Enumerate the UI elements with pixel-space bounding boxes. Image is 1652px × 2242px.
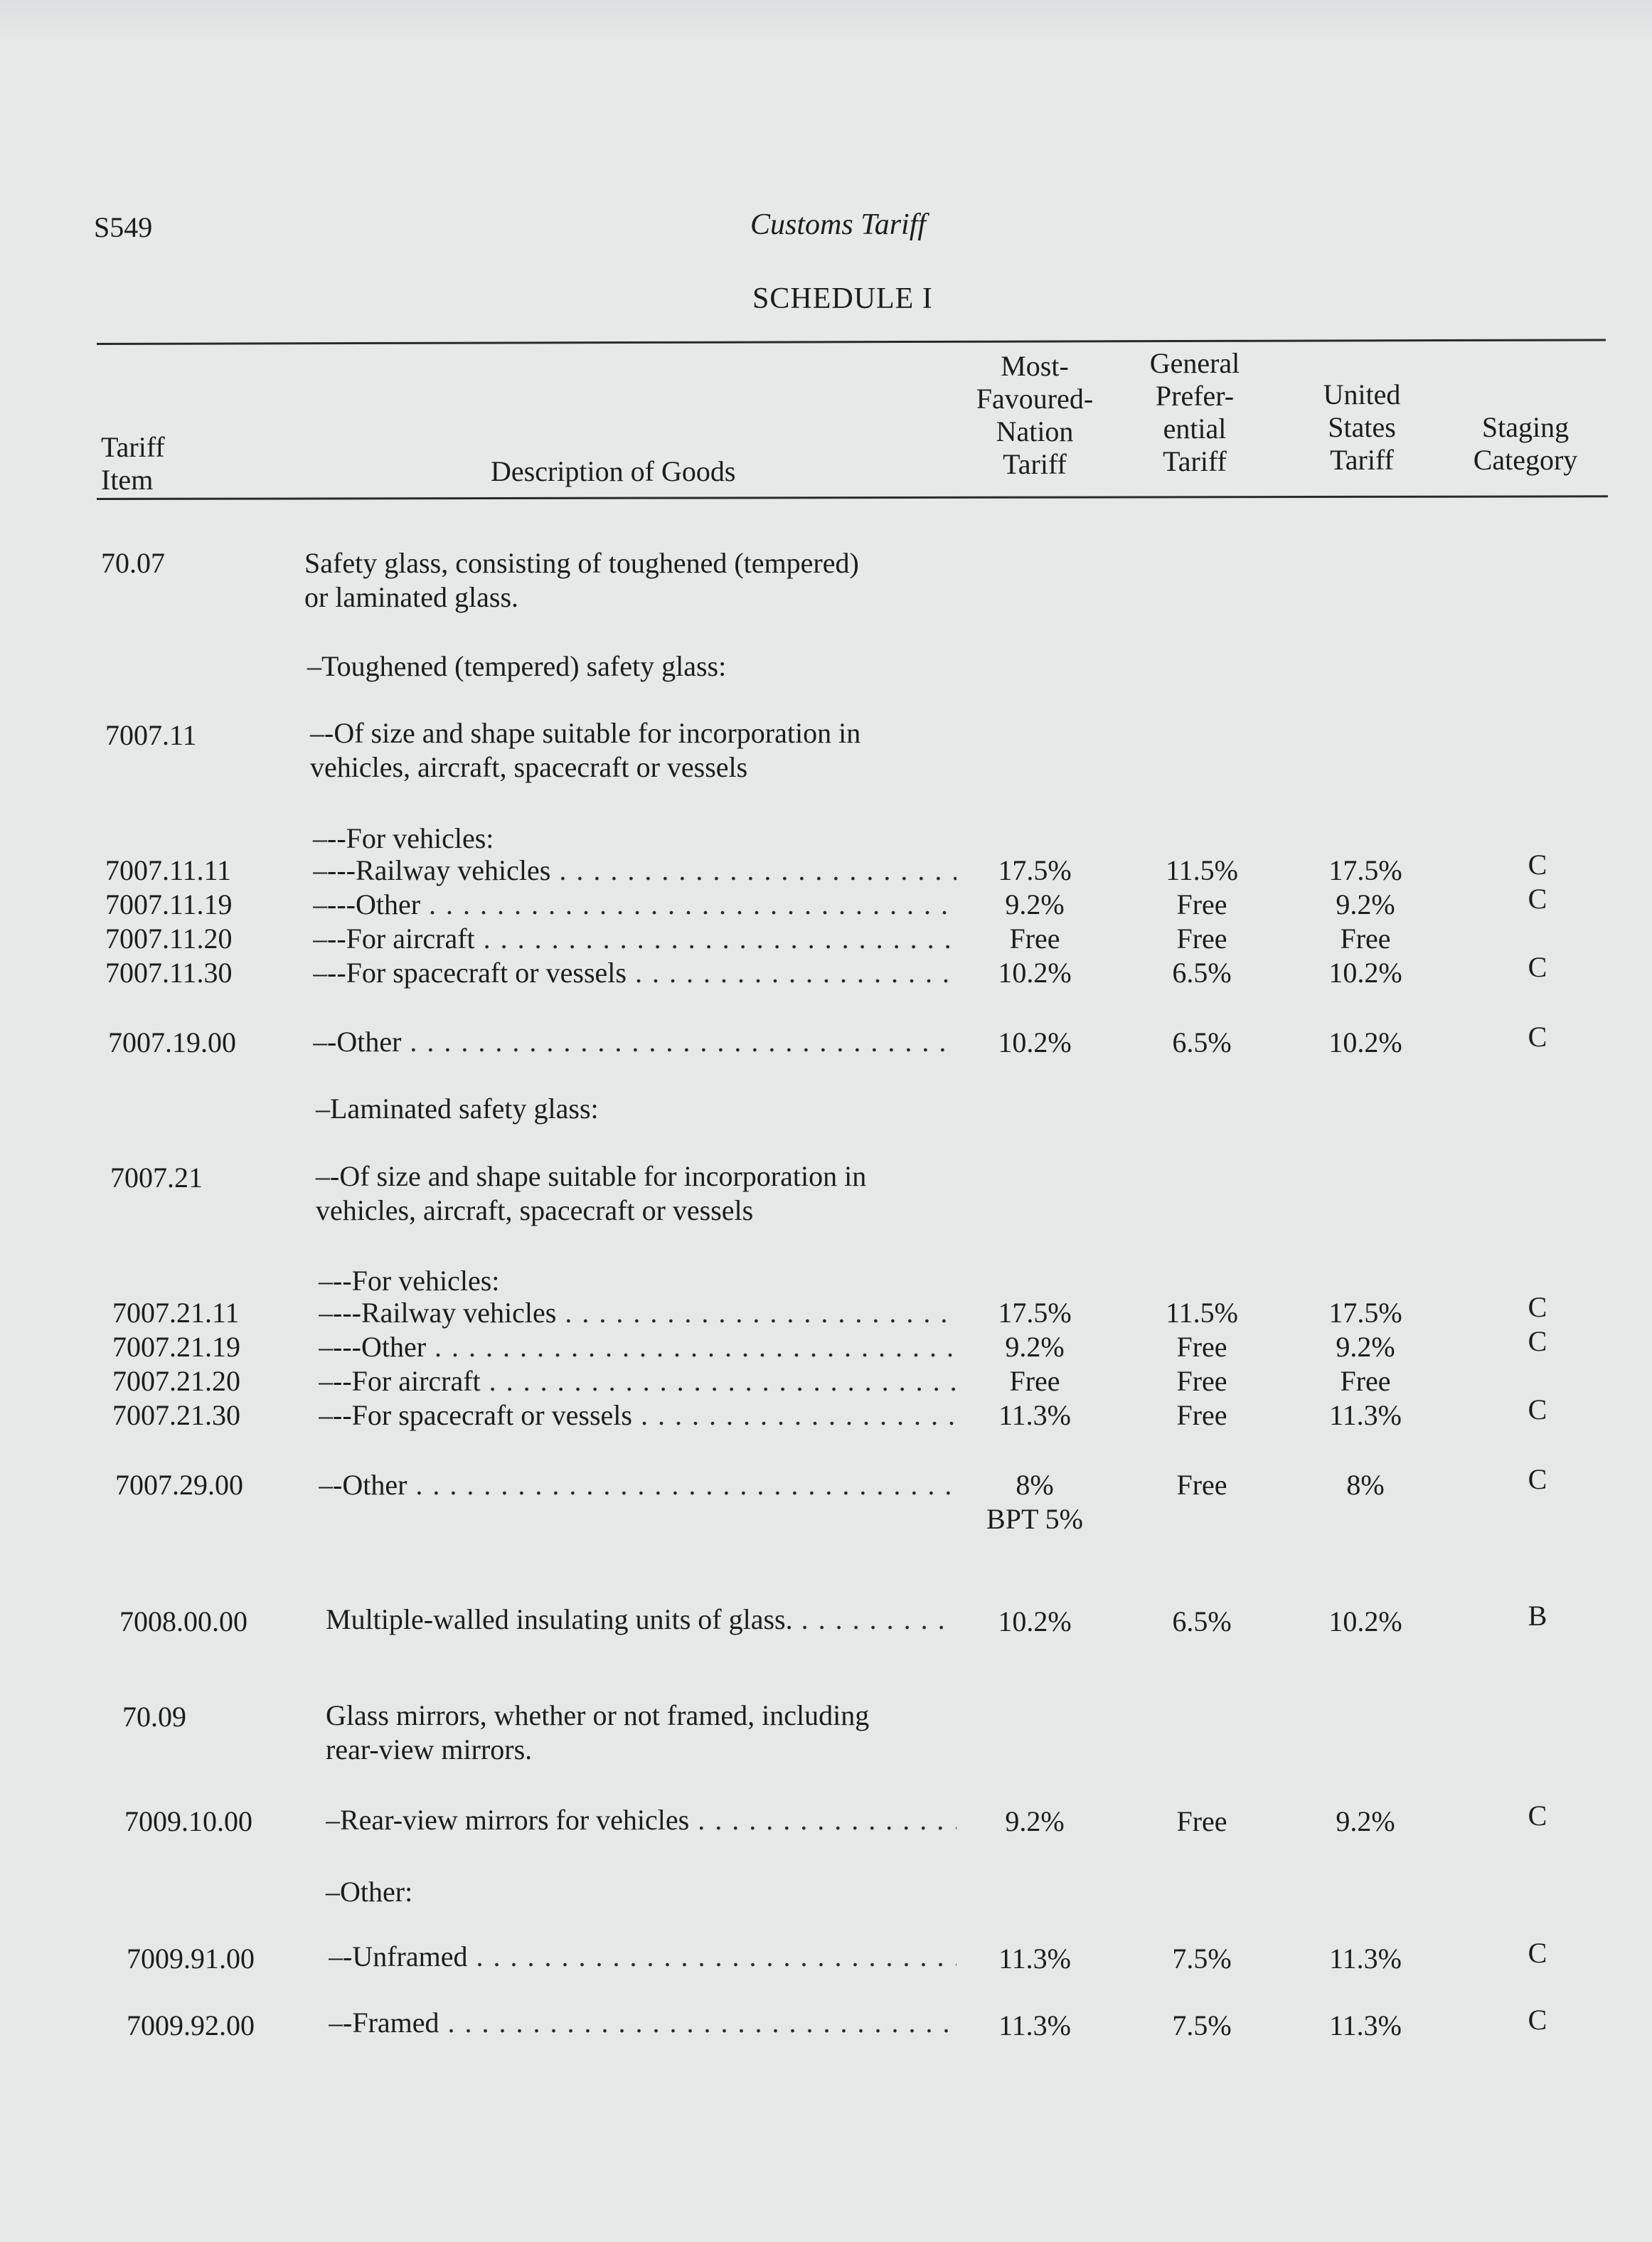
goods-description: –-Other . . . <box>319 1468 956 1502</box>
tariff-item-code: 7007.11.19 <box>105 888 233 920</box>
goods-description: –-Of size and shape suitable for incorporation in vehicles, aircraft, spacecraft or vessels <box>316 1160 867 1226</box>
us-tariff-rate: 11.3% <box>1329 2009 1402 2041</box>
mfn-tariff-rate: Free <box>1009 923 1060 955</box>
staging-category: C <box>1528 1800 1547 1832</box>
staging-category: C <box>1528 883 1547 915</box>
mfn-tariff-rate: 11.3% <box>998 1399 1071 1431</box>
goods-description: –---Railway vehicles . . . <box>319 1296 956 1330</box>
goods-description: Glass mirrors, whether or not framed, including rear-view mirrors. <box>326 1699 870 1765</box>
gpt-tariff-rate: 6.5% <box>1172 1026 1232 1058</box>
us-tariff-rate: Free <box>1340 1365 1391 1397</box>
us-tariff-rate: 10.2% <box>1328 1605 1402 1637</box>
us-tariff-rate: 11.3% <box>1329 1943 1402 1975</box>
header-tariff-item: Tariff Item <box>101 431 165 496</box>
mfn-tariff-rate: Free <box>1009 1365 1060 1397</box>
tariff-item-code: 7007.21.11 <box>112 1297 240 1329</box>
tariff-item-code: 7007.21 <box>110 1162 203 1194</box>
goods-description: –--For aircraft . . . <box>313 922 956 956</box>
us-tariff-rate: 10.2% <box>1328 957 1402 989</box>
tariff-item-code: 7007.11.11 <box>105 854 232 886</box>
goods-description: –--For aircraft . . . <box>319 1364 956 1398</box>
mfn-tariff-rate: 17.5% <box>998 1297 1072 1329</box>
staging-category: C <box>1528 1291 1547 1323</box>
goods-description: Safety glass, consisting of toughened (tempered) or laminated glass. <box>304 547 859 613</box>
goods-description: –Laminated safety glass: <box>316 1093 599 1125</box>
gpt-tariff-rate: 7.5% <box>1172 2009 1232 2041</box>
us-tariff-rate: 9.2% <box>1336 888 1395 920</box>
staging-category: C <box>1528 1463 1547 1495</box>
tariff-item-code: 7007.21.20 <box>112 1365 240 1397</box>
schedule-title: SCHEDULE I <box>752 282 933 315</box>
tariff-item-code: 7009.91.00 <box>127 1943 255 1975</box>
tariff-item-code: 70.09 <box>122 1701 186 1733</box>
goods-description: –-Unframed . . . <box>329 1940 956 1974</box>
us-tariff-rate: 17.5% <box>1328 854 1402 886</box>
goods-description: –Other: <box>326 1876 413 1908</box>
goods-description: –--For vehicles: <box>319 1265 500 1297</box>
tariff-item-code: 7007.11 <box>105 719 197 751</box>
header-us-tariff: United States Tariff <box>1323 378 1401 476</box>
gpt-tariff-rate: Free <box>1176 1365 1227 1397</box>
tariff-item-code: 7007.29.00 <box>115 1469 243 1501</box>
us-tariff-rate: 17.5% <box>1328 1297 1402 1329</box>
gpt-tariff-rate: Free <box>1176 1469 1227 1501</box>
us-tariff-rate: 10.2% <box>1328 1026 1402 1058</box>
goods-description: –-Other . . . <box>313 1025 956 1059</box>
staging-category: C <box>1528 1393 1547 1425</box>
goods-description: –--For spacecraft or vessels . . . <box>313 956 956 990</box>
header-staging-category: Staging Category <box>1473 411 1578 476</box>
us-tariff-rate: 8% <box>1346 1469 1385 1501</box>
staging-category: C <box>1528 951 1547 983</box>
tariff-item-code: 7007.21.19 <box>112 1331 240 1363</box>
gpt-tariff-rate: Free <box>1176 1399 1227 1431</box>
us-tariff-rate: 11.3% <box>1329 1399 1402 1431</box>
us-tariff-rate: Free <box>1340 923 1391 955</box>
mfn-tariff-rate: 9.2% <box>1005 888 1065 920</box>
tariff-item-code: 7009.92.00 <box>127 2009 255 2041</box>
gpt-tariff-rate: Free <box>1176 923 1227 955</box>
staging-category: C <box>1528 2004 1547 2036</box>
gpt-tariff-rate: 11.5% <box>1166 1297 1238 1329</box>
mfn-tariff-rate: 17.5% <box>998 854 1072 886</box>
gpt-tariff-rate: 6.5% <box>1172 1605 1232 1637</box>
gpt-tariff-rate: Free <box>1176 1331 1227 1363</box>
gpt-tariff-rate: 6.5% <box>1172 957 1232 989</box>
mfn-tariff-rate: 9.2% <box>1005 1805 1065 1837</box>
goods-description: –-Of size and shape suitable for incorporation in vehicles, aircraft, spacecraft or vessels <box>310 717 861 783</box>
goods-description: –Toughened (tempered) safety glass: <box>307 650 727 682</box>
staging-category: C <box>1528 1937 1547 1969</box>
gpt-tariff-rate: Free <box>1176 1805 1227 1837</box>
tariff-item-code: 7007.11.30 <box>105 957 233 989</box>
gpt-tariff-rate: 7.5% <box>1172 1943 1232 1975</box>
goods-description: –--For vehicles: <box>313 822 494 854</box>
us-tariff-rate: 9.2% <box>1336 1331 1395 1363</box>
tariff-item-code: 7007.21.30 <box>112 1399 240 1431</box>
header-bottom-rule <box>97 495 1608 500</box>
goods-description: –---Other . . . <box>313 888 956 922</box>
mfn-tariff-rate: 9.2% <box>1005 1331 1065 1363</box>
staging-category: B <box>1528 1600 1547 1632</box>
staging-category: C <box>1528 849 1547 881</box>
tariff-item-code: 7007.11.20 <box>105 923 233 955</box>
tariff-item-code: 7007.19.00 <box>108 1026 236 1058</box>
staging-category: C <box>1528 1021 1547 1053</box>
mfn-tariff-rate: 10.2% <box>998 1605 1072 1637</box>
staging-category: C <box>1528 1325 1547 1357</box>
goods-description: –-Framed . . . <box>329 2006 956 2040</box>
header-description: Description of Goods <box>491 455 736 487</box>
header-gpt-tariff: General Prefer- ential Tariff <box>1149 347 1240 477</box>
goods-description: –--For spacecraft or vessels . . . <box>319 1398 956 1433</box>
tariff-item-code: 70.07 <box>101 547 165 579</box>
goods-description: –---Railway vehicles . . . <box>313 854 956 888</box>
mfn-tariff-rate: 11.3% <box>998 1943 1071 1975</box>
goods-description: –---Other . . . <box>319 1330 956 1364</box>
running-title: Customs Tariff <box>750 208 927 241</box>
us-tariff-rate: 9.2% <box>1336 1805 1395 1837</box>
mfn-tariff-rate: 10.2% <box>998 1026 1072 1058</box>
header-mfn-tariff: Most- Favoured- Nation Tariff <box>976 350 1094 480</box>
tariff-item-code: 7009.10.00 <box>124 1805 252 1837</box>
mfn-tariff-rate: 8% BPT 5% <box>986 1469 1083 1535</box>
mfn-tariff-rate: 10.2% <box>998 957 1072 989</box>
header-top-rule <box>97 339 1606 345</box>
mfn-tariff-rate: 11.3% <box>998 2009 1071 2041</box>
page-number: S549 <box>94 211 153 243</box>
gpt-tariff-rate: 11.5% <box>1166 854 1238 886</box>
goods-description: –Rear-view mirrors for vehicles . . . <box>326 1803 956 1837</box>
tariff-item-code: 7008.00.00 <box>119 1605 247 1637</box>
gpt-tariff-rate: Free <box>1176 888 1227 920</box>
goods-description: Multiple-walled insulating units of glass. . . . <box>326 1603 956 1637</box>
